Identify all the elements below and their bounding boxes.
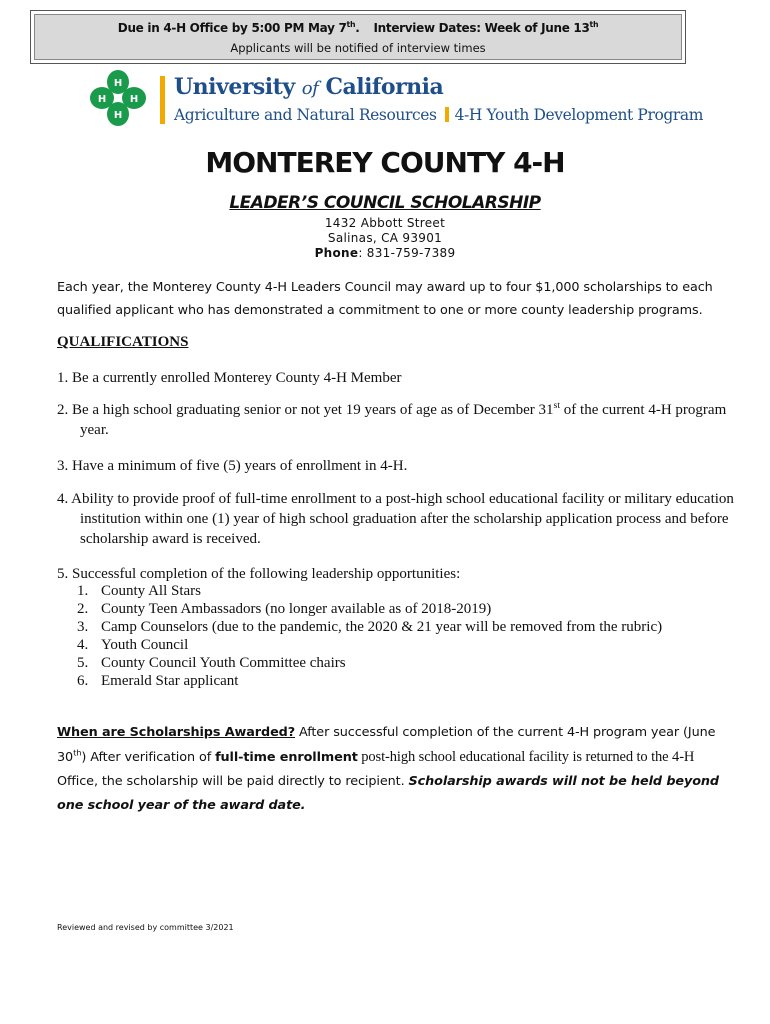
four-h-clover-icon — [88, 68, 148, 128]
svg-text:H: H — [113, 78, 123, 89]
svg-text:H: H — [97, 94, 107, 105]
list-item: 1. County All Stars — [77, 583, 202, 599]
award-paragraph: When are Scholarships Awarded? After successful completion of the current 4-H program year (June 30th) After verification of full-time enrollment post-high school educational facility is returned to the 4-H Office, the scholarship will be paid directly to recipient. Scholarship awards will not be held beyond one school year of the award date. — [57, 725, 719, 813]
deadline-banner — [30, 10, 686, 64]
svg-text:H: H — [129, 94, 139, 105]
address-phone: Phone: 831-759-7389 — [314, 246, 456, 260]
logo-divider — [160, 76, 165, 124]
address-street: 1432 Abbott Street — [324, 216, 446, 230]
division-label: Agriculture and Natural Resources — [174, 106, 437, 124]
division-name — [174, 106, 703, 124]
program-label: 4-H Youth Development Program — [454, 106, 704, 124]
office-address — [0, 216, 770, 261]
deadline-line — [35, 21, 681, 35]
uc-anr-logo — [88, 66, 704, 130]
due-date-end: . — [355, 21, 360, 35]
due-date-text: Due in 4-H Office by 5:00 PM May 7 — [117, 21, 347, 35]
list-item: 5. County Council Youth Committee chairs — [77, 655, 346, 671]
due-date-sup: th — [346, 20, 356, 29]
interview-dates-text: Interview Dates: Week of June 13 — [373, 21, 590, 35]
award-question: When are Scholarships Awarded? — [57, 725, 296, 740]
list-item: 2. County Teen Ambassadors (no longer available as of 2018-2019) — [77, 601, 492, 617]
list-item: 6. Emerald Star applicant — [77, 673, 239, 689]
page-subtitle: LEADER’S COUNCIL SCHOLARSHIP — [229, 193, 541, 213]
list-item: 4. Youth Council — [77, 637, 189, 653]
deadline-banner-inner — [34, 14, 682, 60]
qualification-item: 4. Ability to provide proof of full-time enrollment to a post-high school educational facility or military education institution within one (1) year of high school graduation after the scholarship application process and before scholarship award is received. — [57, 491, 734, 547]
intro-paragraph: Each year, the Monterey County 4-H Leaders Council may award up to four $1,000 scholarships to each qualified applicant who has demonstrated a commitment to one or more county leadership programs. — [57, 280, 713, 318]
list-item: 3. Camp Counselors (due to the pandemic, the 2020 & 21 year will be removed from the rubric) — [77, 619, 663, 635]
interview-dates-sup: th — [589, 20, 599, 29]
leadership-opportunities-list — [77, 582, 662, 690]
qualification-item: 3. Have a minimum of five (5) years of enrollment in 4-H. — [57, 458, 408, 474]
qualification-item: 1. Be a currently enrolled Monterey County 4-H Member — [57, 370, 402, 386]
svg-text:H: H — [113, 110, 123, 121]
university-name: University of California — [174, 74, 444, 100]
revision-note: Reviewed and revised by committee 3/2021 — [57, 923, 234, 932]
qualification-item: 5. Successful completion of the following leadership opportunities: — [57, 566, 461, 582]
award-emphasis: Scholarship awards will not be held beyond one school year of the award date. — [57, 774, 719, 813]
qualification-item: 2. Be a high school graduating senior or not yet 19 years of age as of December 31st of the current 4-H program year. — [57, 400, 727, 438]
address-city: Salinas, CA 93901 — [327, 231, 443, 245]
qualifications-heading: QUALIFICATIONS — [57, 334, 189, 350]
notification-text: Applicants will be notified of interview times — [230, 41, 486, 55]
page-title: MONTEREY COUNTY 4-H — [205, 146, 565, 179]
